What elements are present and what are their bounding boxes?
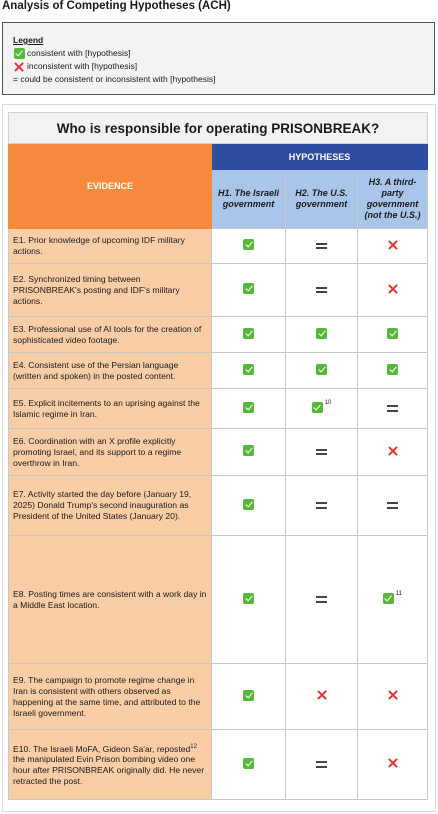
- mark-cell-h3: [358, 664, 428, 730]
- mark-cell-h2: [286, 353, 358, 389]
- mark-cell-h3: [358, 229, 428, 264]
- check-icon: [243, 445, 254, 456]
- equal-icon: =: [13, 74, 18, 84]
- hypothesis-h1: H1. The Israeli government: [212, 170, 286, 229]
- legend-title: Legend: [13, 35, 44, 45]
- footnote-ref: 10: [324, 399, 332, 406]
- mark-cell-h1: [212, 264, 286, 317]
- mark-cell-h3: [358, 264, 428, 317]
- table-row: [9, 264, 428, 317]
- evidence-cell: E7. Activity started the day before (January 19, 2025) Donald Trump's second inauguration as President of the United States (January 20).: [9, 476, 212, 536]
- mark-cell-h3: [358, 536, 428, 664]
- check-icon: [312, 402, 323, 413]
- evidence-text-cont: the manipulated Evin Prison bombing video one hour after PRISONBREAK originally did. He never retracted the post.: [13, 754, 205, 787]
- mark-cell-h1: [212, 429, 286, 476]
- mark-cell-h3: [358, 730, 428, 800]
- table-row: [9, 536, 428, 664]
- check-icon: [387, 364, 398, 375]
- table-row: [9, 730, 428, 800]
- question-title: Who is responsible for operating PRISONBREAK?: [9, 113, 428, 144]
- mark-cell-h2: [286, 536, 358, 664]
- equal-icon: [316, 286, 327, 294]
- mark-cell-h1: [212, 730, 286, 800]
- mark-cell-h3: [358, 317, 428, 353]
- mark-cell-h2: [286, 317, 358, 353]
- cross-icon: [387, 283, 398, 294]
- legend-ambiguous-text: could be consistent or inconsistent with [hypothesis]: [20, 74, 216, 84]
- evidence-cell: [9, 730, 212, 800]
- cross-icon: [387, 690, 398, 701]
- table-row: [9, 317, 428, 353]
- legend-inconsistent-text: inconsistent with [hypothesis]: [27, 61, 138, 71]
- cross-icon: [387, 758, 398, 769]
- mark-cell-h1: [212, 536, 286, 664]
- mark-cell-h3: [358, 476, 428, 536]
- check-icon: [316, 364, 327, 375]
- equal-icon: [316, 761, 327, 769]
- mark-cell-h3: [358, 353, 428, 389]
- footnote-ref: 11: [395, 590, 403, 597]
- evidence-cell: E5. Explicit incitements to an uprising against the Islamic regime in Iran.: [9, 389, 212, 429]
- check-icon: [243, 690, 254, 701]
- check-icon: [243, 364, 254, 375]
- table-row: [9, 229, 428, 264]
- table-row: [9, 353, 428, 389]
- cross-icon: [14, 61, 25, 72]
- cross-icon: [387, 239, 398, 250]
- hypotheses-header: HYPOTHESES: [212, 144, 428, 170]
- mark-cell-h1: [212, 476, 286, 536]
- check-icon: [14, 48, 25, 59]
- table-row: [9, 476, 428, 536]
- legend-item-ambiguous: [13, 73, 424, 86]
- mark-cell-h2: [286, 730, 358, 800]
- legend-box: [2, 22, 435, 95]
- evidence-cell: E2. Synchronized timing between PRISONBREAK's posting and IDF's military actions.: [9, 264, 212, 317]
- legend-consistent-text: consistent with [hypothesis]: [27, 48, 131, 58]
- table-row: [9, 429, 428, 476]
- equal-icon: [316, 502, 327, 510]
- cross-icon: [316, 690, 327, 701]
- evidence-cell: E3. Professional use of AI tools for the creation of sophisticated video footage.: [9, 317, 212, 353]
- check-icon: [243, 593, 254, 604]
- mark-cell-h2: [286, 476, 358, 536]
- evidence-header: EVIDENCE: [9, 144, 212, 229]
- check-icon: [243, 758, 254, 769]
- mark-cell-h3: [358, 389, 428, 429]
- cross-icon: [387, 445, 398, 456]
- legend-item-consistent: [13, 47, 424, 60]
- mark-cell-h2: [286, 389, 358, 429]
- check-icon: [243, 239, 254, 250]
- check-icon: [243, 402, 254, 413]
- footnote-ref: 12: [190, 743, 197, 750]
- page-title: Analysis of Competing Hypotheses (ACH): [2, 0, 231, 12]
- hypothesis-h2: H2. The U.S. government: [286, 170, 358, 229]
- equal-icon: [387, 405, 398, 413]
- equal-icon: [316, 242, 327, 250]
- check-icon: [243, 499, 254, 510]
- evidence-cell: E4. Consistent use of the Persian language (written and spoken) in the posted content.: [9, 353, 212, 389]
- legend-item-inconsistent: [13, 60, 424, 73]
- check-icon: [243, 328, 254, 339]
- table-row: [9, 664, 428, 730]
- table-row: [9, 389, 428, 429]
- equal-icon: [316, 448, 327, 456]
- mark-cell-h1: [212, 353, 286, 389]
- equal-icon: [387, 502, 398, 510]
- mark-cell-h3: [358, 429, 428, 476]
- mark-cell-h2: [286, 429, 358, 476]
- mark-cell-h1: [212, 229, 286, 264]
- evidence-cell: E1. Prior knowledge of upcoming IDF military actions.: [9, 229, 212, 264]
- mark-cell-h2: [286, 264, 358, 317]
- mark-cell-h1: [212, 317, 286, 353]
- equal-icon: [316, 596, 327, 604]
- mark-cell-h2: [286, 229, 358, 264]
- check-icon: [387, 328, 398, 339]
- mark-cell-h1: [212, 664, 286, 730]
- hypothesis-h3: H3. A third-party government (not the U.S.): [358, 170, 428, 229]
- ach-table: [8, 112, 428, 800]
- mark-cell-h1: [212, 389, 286, 429]
- evidence-cell: E8. Posting times are consistent with a work day in a Middle East location.: [9, 536, 212, 664]
- evidence-cell: E9. The campaign to promote regime change in Iran is consistent with others observed as happening at the same time, and attributed to the Israeli government.: [9, 664, 212, 730]
- evidence-text: E10. The Israeli MoFA, Gideon Sa'ar, reposted: [13, 743, 191, 754]
- check-icon: [383, 593, 394, 604]
- check-icon: [243, 283, 254, 294]
- check-icon: [316, 328, 327, 339]
- mark-cell-h2: [286, 664, 358, 730]
- evidence-cell: E6. Coordination with an X profile explicitly promoting Israel, and its support to a regime overthrow in Iran.: [9, 429, 212, 476]
